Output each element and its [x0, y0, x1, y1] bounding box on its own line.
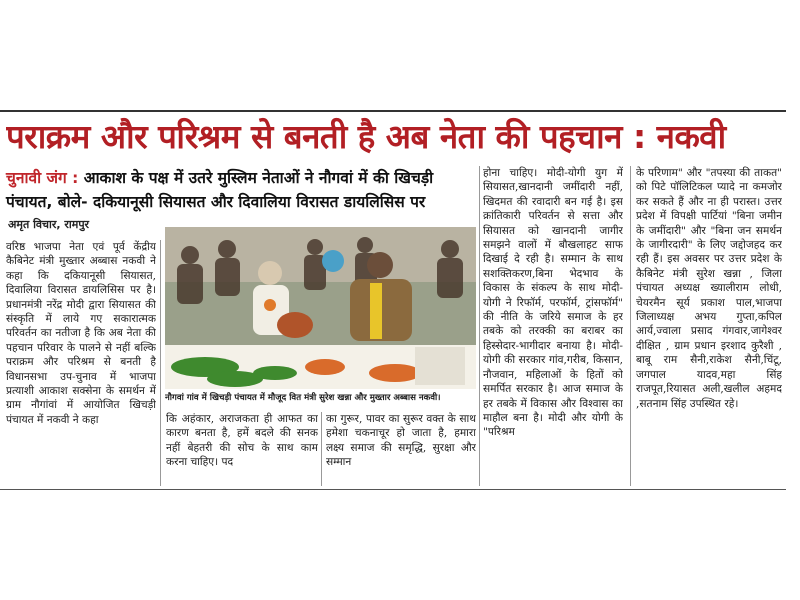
article-column-4: होना चाहिए। मोदी-योगी युग में सियासत,खानदानी जमींदारी नहीं, खिदमत की रवादारी बन गई है। इस क्रांतिकारी परिवर्तन से सत्ता और सियासत को खानदानी जागीर समझने वालों में बौखलाहट साफ दिखाई दे रही है। सम्मान के साथ सशक्तिकरण,बिना भेदभाव के विकास के संकल्प के साथ मोदी-योगी ने रिफॉर्म, परफॉर्म, ट्रांसफॉर्म" की नीति के जरिये समाज के हर तबके को तरक्की का बराबर का हिस्सेदार-भागीदार बनाया है। मोदी-योगी की सरकार गांव,गरीब, किसान, नौजवान, महिलाओं के हितों को समर्पित सरकार है। आज समाज के हर तबके में विकास और विश्वास का माहौल बना है। मोदी और योगी के "परिश्रम: [483, 167, 623, 439]
news-photo: [165, 227, 476, 389]
column-divider: [630, 166, 631, 486]
article-column-1: वरिष्ठ भाजपा नेता एवं पूर्व केंद्रीय कैबिनेट मंत्री मुख्तार अब्बास नकवी ने कहा कि दकियानूसी सियासत, दिवालिया विरासत डायलिसिस पर है। प्रधानमंत्री नरेंद्र मोदी द्वारा सियासत की संस्कृति में लाये गए सकारात्मक परिवर्तन का नतीजा है कि अब नेता की पहचान परिवार के पालने से नहीं बल्कि पराक्रम और परिश्रम से बनती है विधानसभा उप-चुनाव में भाजपा प्रत्याशी आकाश सक्सेना के समर्थन में ग्राम नौगांवां में आयोजित खिचड़ी पंचायत में नकवी ने कहा: [6, 241, 156, 426]
bottom-rule: [0, 489, 786, 490]
subheadline: [6, 166, 466, 214]
subhead-text: आकाश के पक्ष में उतरे मुस्लिम नेताओं ने नौगवां में की खिचड़ी पंचायत, बोले- दकियानूसी सियासत और दिवालिया विरासत डायलिसिस पर: [6, 169, 434, 211]
photo-caption: नौगवां गांव में खिचड़ी पंचायत में मौजूद वित मंत्री सुरेश खन्ना और मुख्तार अब्बास नकवी।: [165, 393, 441, 403]
subhead-lead: चुनावी जंग :: [6, 169, 79, 187]
column-divider: [479, 166, 480, 486]
article-column-5: के परिणाम" और "तपस्या की ताकत" को पिटे पॉलिटिकल प्यादे ना कमजोर कर सकते हैं और ना ही परास्त। उत्तर प्रदेश में विपक्षी पार्टियां "बिना जमीन के जमींदारी" और "बिना जन समर्थन के जागीरदारी" के लिए जद्दोजहद कर रही हैं। इस अवसर पर उत्तर प्रदेश के कैबिनेट मंत्री सुरेश खन्ना , जिला पंचायत अध्यक्ष ख्यालीराम लोधी, चेयरमैन सूर्य प्रकाश पाल,भाजपा जिलाध्यक्ष अभय गुप्ता,कपिल आर्य,ज्वाला प्रसाद गंगवार,जागेश्वर दीक्षित , ग्राम प्रधान इरशाद कुरैशी , बाबू राम सैनी,राकेश सैनी,चिंटू, जगपाल यादव,महा सिंह राजपूत,रियासत अली,खलील अहमद ,सतनाम सिंह उपस्थित रहे।: [636, 167, 782, 410]
top-rule: [0, 110, 786, 112]
article-column-3: का गुरूर, पावर का सुरूर वक्त के साथ हमेशा चकनाचूर हो जाता है, हमारा लक्ष्य समाज की समृद्धि, सुरक्षा और सम्मान: [326, 413, 476, 469]
byline: अमृत विचार, रामपुर: [8, 218, 90, 231]
article-column-2: कि अहंकार, अराजकता ही आफत का कारण बनता है, हमें बदले की सनक नहीं बेहतरी की सोच के साथ काम करना चाहिए। पद: [166, 413, 318, 469]
column-divider: [321, 412, 322, 486]
photo-illustration: [165, 227, 476, 389]
column-divider: [160, 240, 161, 486]
headline: पराक्रम और परिश्रम से बनती है अब नेता की पहचान : नकवी: [6, 117, 726, 156]
